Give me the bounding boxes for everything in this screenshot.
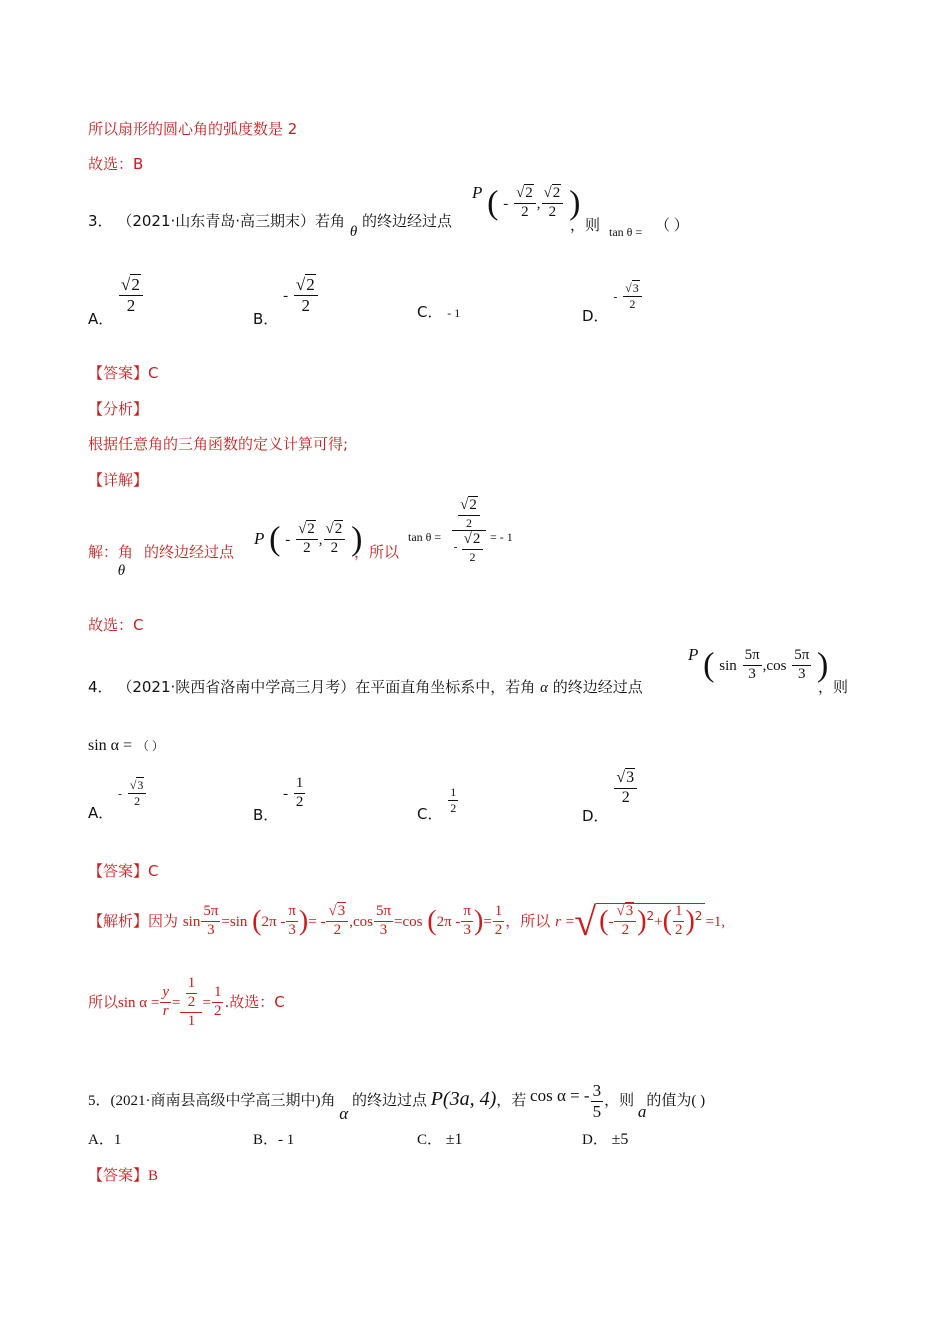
q4-point-sin: sin <box>719 657 737 674</box>
q4-ex2-cf-1: 1 <box>186 976 198 994</box>
q4-point-3-a: 3 <box>748 665 756 682</box>
q4-ex2-prefix: 所以 <box>88 993 119 1012</box>
q3-neg: - <box>503 195 509 212</box>
q3-answer-label: 【答案】 <box>88 364 149 382</box>
q3-den-a: 2 <box>521 203 529 220</box>
q4-ex2-complex <box>180 976 202 1029</box>
q4-ex2-half-den: 2 <box>213 1003 222 1020</box>
q3-cf-neg: - <box>453 539 458 554</box>
q4-b-sign: - <box>283 785 289 802</box>
q3-sol-comma: , <box>318 531 323 548</box>
q3-d-sign: - <box>613 289 618 304</box>
q4-option-b[interactable] <box>253 775 306 824</box>
q4-ex-sqrt3: 3 <box>337 903 346 920</box>
q4-stem <box>88 676 643 697</box>
q4-stem-mid: 的终边经过点 <box>552 678 643 696</box>
q4-ex2-r: r <box>162 1003 169 1020</box>
q4-ex-5pi-2: 5π <box>374 904 393 922</box>
q4-ex-lp-2: ( <box>427 905 437 937</box>
q4-blank: （ ） <box>136 739 164 753</box>
q4-explain: 【解析】因为 sin $\frac{5\pi}{3}$ =sin (2π - $\frac{\pi}{3}$ )= - $\frac{√3}{2}$ ,cos $\frac{5\pi}{3}$ =cos (2π - $\frac{\pi}{3}$ )= $\frac{1}{2}$ ，所以 r =√ (- $\frac{√3}{2}$ )$^2$+( $\frac{1}{2}$ )$^2$ =1, <box>88 899 726 944</box>
q3-sqrt2-a: 2 <box>525 185 533 201</box>
q4-point-5pi-b: 5π <box>794 647 810 663</box>
q4-explain-prefix: 因为 <box>148 912 179 930</box>
q4-ex-3-1: 3 <box>207 922 215 938</box>
q5-option-c[interactable] <box>417 1128 463 1149</box>
q3-sol-rparen: ) <box>351 520 363 558</box>
q4-ex-3-3: 3 <box>379 922 388 938</box>
q3-choice: 故选：C <box>88 616 144 634</box>
q3-sol-tan: tan θ = <box>408 530 442 544</box>
q4-explain-2 <box>88 976 285 1029</box>
q5-a: a <box>637 1101 647 1121</box>
q5-option-a[interactable]: A．1 <box>88 1132 122 1148</box>
q5-option-c-label: C． <box>417 1132 443 1148</box>
q3-d-den: 2 <box>629 296 636 311</box>
q5-answer-label: 【答案】 <box>88 1168 149 1184</box>
q3-option-d-label: D． <box>582 306 609 325</box>
q3-sol-sqrt-b: 2 <box>334 521 343 537</box>
q3-b-den: 2 <box>301 295 311 315</box>
prev-conclusion: 所以扇形的圆心角的弧度数是 2 <box>88 120 298 138</box>
q3-number: 3． <box>88 212 113 230</box>
q4-option-c-label: C． <box>417 804 443 823</box>
q4-option-a[interactable]: A． - $\frac{√3}{2}$ <box>88 779 147 807</box>
q3-sol-prefix: 解：角 <box>88 543 134 561</box>
q4-ex-halfeq: = <box>483 914 492 930</box>
q3-option-a-label: A． <box>88 309 114 328</box>
q4-ex-sin-2: sin <box>229 914 248 930</box>
q4-ex-2pi-1: 2π - <box>261 914 286 930</box>
q4-option-d[interactable]: D． $\frac{√3}{2}$ <box>582 770 638 807</box>
q3-then: ，则 <box>570 216 601 234</box>
q3-sol-P: P <box>254 528 265 548</box>
q4-ex-eq-one: =1, <box>705 914 726 930</box>
q3-point <box>472 182 581 222</box>
q4-point <box>688 644 829 684</box>
q5-frac-den: 5 <box>592 1101 602 1121</box>
q4-ex-2pi-2: 2π - <box>436 914 461 930</box>
q5-cos-alpha: cos α = - <box>530 1085 590 1105</box>
q4-ex-comma: , <box>349 914 353 930</box>
q3-sol-neg: - <box>285 531 291 548</box>
q4-ex-2-1: 2 <box>333 922 342 938</box>
q3-frac-2: $\frac{√2}{2}$ <box>542 186 564 221</box>
q4-ex-rad-neg: - <box>608 914 614 930</box>
q4-option-c[interactable] <box>417 785 459 823</box>
q4-a-sign: - <box>118 786 123 801</box>
q3-sol-mid: 的终边经过点 <box>143 543 234 561</box>
q5-source: (2021·商南县高级中学高三期中)角 <box>110 1092 336 1109</box>
q4-ex-5pi-1: 5π <box>201 904 220 922</box>
q4-ex2-eq: = <box>172 995 181 1012</box>
q3-cf-den-b: 2 <box>469 550 476 565</box>
q5-stem-end: 的值为( ) <box>646 1092 706 1109</box>
q4-number: 4． <box>88 678 113 696</box>
q3-option-b-label: B． <box>253 309 279 328</box>
q4-then: ，则 <box>818 678 849 696</box>
q3-cf-sqrt-a: 2 <box>469 497 477 513</box>
q4-ex-radical: (- $\frac{√3}{2}$ )$^2$+( $\frac{1}{2}$ )$^2$ <box>596 903 705 939</box>
q3-sol-den-b: 2 <box>330 539 339 556</box>
q4-a-sqrt: 3 <box>137 778 144 792</box>
q4-ex-negeq: = - <box>308 914 326 930</box>
q4-sin-alpha: sin α = <box>88 737 133 754</box>
q4-a-den: 2 <box>134 793 141 808</box>
q3-d-sqrt: 3 <box>632 281 639 295</box>
q3-tan-expr: tan θ = <box>609 225 643 239</box>
q4-ex-cos-2: cos <box>402 914 423 930</box>
q4-ex-half-den: 2 <box>494 922 503 938</box>
q4-point-cos: cos <box>766 657 787 674</box>
q4-d-den: 2 <box>621 788 630 806</box>
q4-ex-rad-2: 2 <box>621 922 630 938</box>
q3-b-sign: - <box>283 287 289 304</box>
q4-alpha: α <box>540 680 548 696</box>
q4-ex-pi-1: π <box>286 904 298 922</box>
q4-ex-rp-2: ) <box>474 905 484 937</box>
q5-stem-then: ，则 <box>604 1092 635 1109</box>
q3-option-a[interactable]: A． $\frac{√2}{2}$ <box>88 276 144 315</box>
q3-stem-mid: 的终边经过点 <box>361 212 452 230</box>
q3-analysis: 根据任意角的三角函数的定义计算可得; <box>88 435 349 453</box>
q4-c-den: 2 <box>450 800 457 815</box>
q4-b-den: 2 <box>295 793 304 810</box>
q4-point-comma: , <box>762 657 767 674</box>
q3-option-d[interactable]: D． - $\frac{√3}{2}$ <box>582 282 643 310</box>
q3-analysis-label: 【分析】 <box>88 400 149 418</box>
q4-point-3-b: 3 <box>797 665 806 682</box>
q5-alpha: α <box>339 1103 349 1123</box>
q4-ex-sin-1: sin <box>182 914 201 930</box>
q3-stem <box>88 210 452 240</box>
q4-ex2-cf-den: 1 <box>187 1012 196 1029</box>
q5-stem-mid: 的终边过点 <box>351 1092 427 1109</box>
q3-sol-theta: θ <box>117 563 126 579</box>
q4-ex2-cf-2: 2 <box>187 993 196 1010</box>
q4-ex-lp-1: ( <box>252 905 262 937</box>
q4-option-a-label: A． <box>88 803 114 822</box>
q3-sol-then: ，所以 <box>354 543 400 561</box>
q3-answer-value: C <box>148 364 159 382</box>
q4-explain-label: 【解析】 <box>88 912 149 930</box>
q3-sol-lparen: ( <box>269 520 281 558</box>
q4-sin-line <box>88 736 164 755</box>
q4-ex-r: r <box>555 914 561 930</box>
q4-ex-3-4: 3 <box>463 922 471 938</box>
prev-choice: 故选：B <box>88 155 144 173</box>
q3-sol-den-a: 2 <box>303 539 311 556</box>
q4-point-5pi-a: 5π <box>744 647 760 663</box>
q4-ex-half-num: 1 <box>493 904 505 922</box>
q4-rparen: ) <box>817 646 829 684</box>
q4-source: （2021·陕西省洛南中学高三月考）在平面直角坐标系中，若角 <box>117 678 536 696</box>
q3-sol-point: P ( - $\frac{√2}{2}$ , $\frac{√2}{2}$ ) <box>254 520 363 558</box>
q3-lparen: ( <box>487 184 499 222</box>
q3-theta: θ <box>349 224 358 240</box>
q3-detail-label: 【详解】 <box>88 471 149 489</box>
q4-ex2-y: y <box>160 985 171 1003</box>
q4-ex-3-2: 3 <box>288 922 296 938</box>
q4-ex-plus: + <box>654 914 663 930</box>
q3-point-P: P <box>472 182 483 202</box>
q4-option-b-label: B． <box>253 805 279 824</box>
q4-ex-eq-2: = <box>394 914 403 930</box>
q5-stem <box>88 1082 705 1121</box>
q3-a-den: 2 <box>126 295 136 315</box>
q5-option-d[interactable] <box>582 1128 628 1149</box>
q5-option-d-value: ±5 <box>611 1131 629 1148</box>
q3-sol-result: = - 1 <box>490 530 513 544</box>
q4-b-num: 1 <box>294 776 306 794</box>
q5-stem-if: ，若 <box>496 1092 527 1109</box>
q3-option-c[interactable] <box>417 301 460 322</box>
q3-b-sqrt: 2 <box>306 275 315 294</box>
q3-sqrt2-b: 2 <box>552 185 561 201</box>
q3-answer <box>88 362 159 383</box>
q4-ex2-half-num: 1 <box>212 985 224 1003</box>
q3-c-value: - 1 <box>447 306 461 320</box>
q4-answer <box>88 860 159 881</box>
q4-ex-rad-sqrt3: 3 <box>625 903 634 920</box>
q4-ex-rp-1: ) <box>298 905 309 937</box>
q3-source: （2021·山东青岛·高三期末）若角 <box>117 212 346 230</box>
q4-ex-then-r: ，所以 <box>505 912 551 930</box>
q5-frac-num: 3 <box>592 1081 602 1100</box>
q4-ex-cos-1: cos <box>352 914 373 930</box>
q4-d-sqrt: 3 <box>626 769 635 786</box>
q3-blank: （ ） <box>655 218 689 234</box>
q5-answer-value: B <box>148 1168 159 1184</box>
q4-ex-eq-3: = <box>565 914 575 930</box>
q5-option-d-label: D． <box>582 1132 608 1148</box>
q4-ex2-sinalpha: sin α = <box>118 995 160 1012</box>
q3-solution <box>88 541 234 579</box>
q3-den-b: 2 <box>548 203 557 220</box>
q4-answer-label: 【答案】 <box>88 862 149 880</box>
q3-cf-den-a: 2 <box>465 515 472 530</box>
q4-ex2-choice: .故选：C <box>224 993 285 1012</box>
q3-comma: , <box>536 195 541 212</box>
q4-ex-eq-1: = <box>221 914 230 930</box>
q3-cf-sqrt-b: 2 <box>472 531 481 548</box>
q4-c-num: 1 <box>450 785 457 799</box>
q5-option-c-value: ±1 <box>445 1131 463 1148</box>
q4-ex-pi-2: π <box>461 904 473 922</box>
q3-sol-complex-frac: $\frac{√2}{2}$ - $\frac{√2}{2}$ <box>452 498 486 564</box>
q5-number: 5． <box>88 1092 111 1109</box>
q4-option-d-label: D． <box>582 806 609 825</box>
q4-ex-rad-1: 1 <box>673 904 685 922</box>
q3-frac-1: $\frac{√2}{2}$ <box>514 186 536 221</box>
q5-option-b[interactable]: B．- 1 <box>253 1132 295 1148</box>
q4-ex-rad-2b: 2 <box>674 922 683 938</box>
q4-ex2-eq2: = <box>202 995 211 1012</box>
q5-answer <box>88 1164 158 1185</box>
q3-sol-sqrt-a: 2 <box>307 521 315 537</box>
q3-option-b[interactable]: B． - $\frac{√2}{2}$ <box>253 276 319 315</box>
q4-answer-value: C <box>148 862 159 880</box>
q3-a-sqrt: 2 <box>131 275 140 294</box>
q3-rparen: ) <box>569 184 581 222</box>
q4-point-P: P <box>688 644 699 664</box>
q5-point: P(3a, 4) <box>430 1087 497 1110</box>
q3-option-c-label: C． <box>417 303 443 321</box>
q4-lparen: ( <box>703 646 715 684</box>
